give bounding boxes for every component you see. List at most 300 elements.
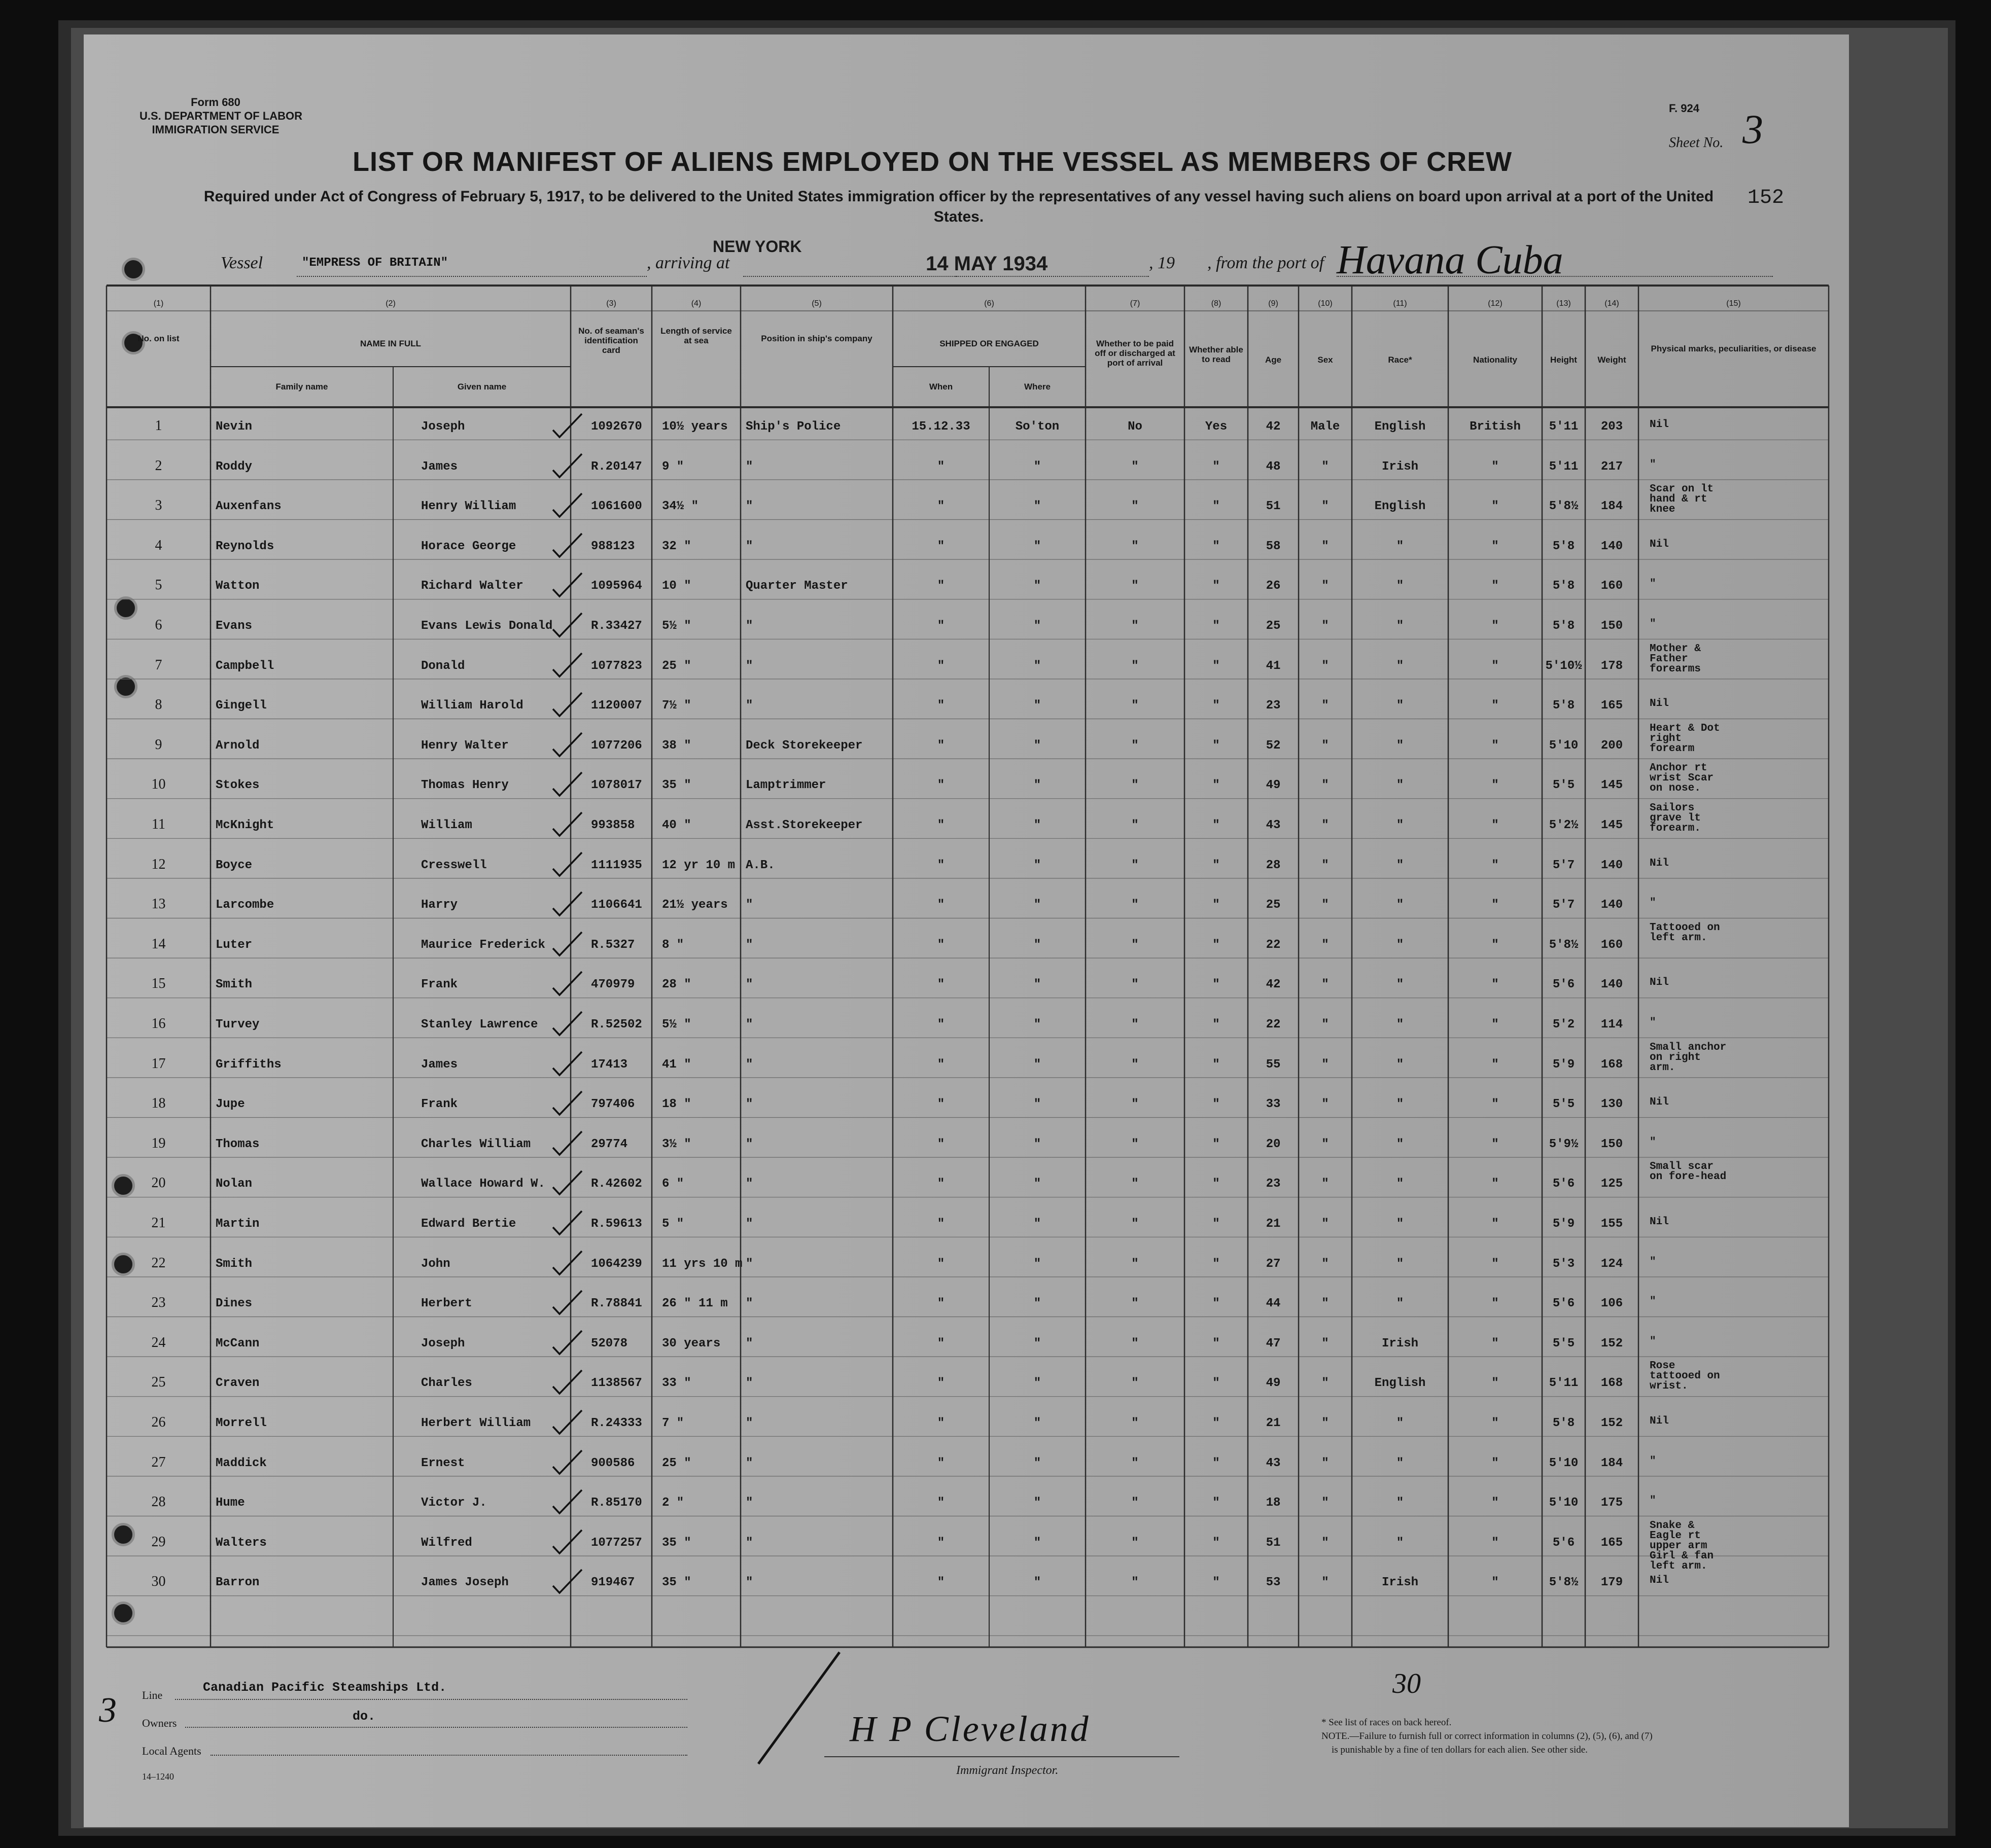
cell-where: " xyxy=(1033,1137,1041,1151)
cell-service: 3½ " xyxy=(662,1137,691,1151)
cell-family: Reynolds xyxy=(216,539,274,553)
cell-paid: " xyxy=(1131,1217,1139,1231)
cell-family: Arnold xyxy=(216,738,260,753)
cell-sex: " xyxy=(1321,1257,1329,1271)
column-number: (11) xyxy=(1393,299,1407,308)
cell-height: 5'8½ xyxy=(1549,1576,1579,1590)
cell-paid: " xyxy=(1131,738,1139,753)
cell-height: 5'10 xyxy=(1549,1496,1579,1510)
check-mark-icon xyxy=(550,490,586,521)
cell-when: " xyxy=(937,1217,945,1231)
cell-nat: " xyxy=(1491,1576,1499,1590)
cell-paid: " xyxy=(1131,539,1139,553)
cell-when: " xyxy=(937,619,945,633)
cell-nat: " xyxy=(1491,1137,1499,1151)
cell-age: 20 xyxy=(1266,1137,1281,1151)
cell-paid: " xyxy=(1131,1496,1139,1510)
page-subtitle: Required under Act of Congress of February 5, 1917, to be delivered to the United States immigration officer by the representatives of any vessel having such aliens on board upon arrival at a port of the United States. xyxy=(203,188,1714,225)
cell-nat: " xyxy=(1491,1336,1499,1351)
cell-position: Deck Storekeeper xyxy=(746,738,863,753)
cell-service: 5 " xyxy=(662,1217,684,1231)
cell-when: " xyxy=(937,659,945,673)
cell-nat: " xyxy=(1491,1018,1499,1032)
check-mark-icon xyxy=(550,769,586,800)
cell-height: 5'5 xyxy=(1552,778,1575,793)
cell-nat: " xyxy=(1491,858,1499,872)
cell-position: " xyxy=(746,898,753,912)
cell-weight: 217 xyxy=(1600,459,1623,474)
cell-weight: 106 xyxy=(1600,1297,1623,1311)
cell-sex: " xyxy=(1321,1336,1329,1351)
cell-when: " xyxy=(937,579,945,593)
cell-where: " xyxy=(1033,1297,1041,1311)
cell-age: 58 xyxy=(1266,539,1281,553)
check-mark-icon xyxy=(550,929,586,959)
cell-card: 900586 xyxy=(591,1456,635,1470)
manifest-page xyxy=(84,34,1849,1827)
cell-position: " xyxy=(746,1257,753,1271)
cell-no: 22 xyxy=(151,1255,166,1271)
cell-family: Evans xyxy=(216,619,253,633)
cell-weight: 130 xyxy=(1600,1097,1623,1112)
cell-marks: Nil xyxy=(1650,538,1669,550)
cell-family: Craven xyxy=(216,1376,260,1391)
cell-age: 55 xyxy=(1266,1057,1281,1072)
cell-when: " xyxy=(937,1456,945,1470)
cell-race: " xyxy=(1396,1416,1404,1430)
agents-underline xyxy=(211,1755,687,1756)
cell-given: Joseph xyxy=(421,1336,465,1351)
cell-card: R.59613 xyxy=(591,1217,642,1231)
cell-where: " xyxy=(1033,1057,1041,1072)
cell-race: " xyxy=(1396,738,1404,753)
cell-when: " xyxy=(937,1137,945,1151)
header-weight: Weight xyxy=(1597,355,1626,365)
cell-marks: Scar on lt hand & rt knee xyxy=(1650,483,1714,516)
cell-nat: " xyxy=(1491,699,1499,713)
cell-service: 41 " xyxy=(662,1057,691,1072)
cell-height: 5'10 xyxy=(1549,738,1579,753)
cell-family: Gingell xyxy=(216,699,267,713)
cell-given: Henry Walter xyxy=(421,738,509,753)
cell-where: " xyxy=(1033,1177,1041,1191)
cell-race: " xyxy=(1396,1177,1404,1191)
cell-read: " xyxy=(1212,738,1220,753)
cell-family: Maddick xyxy=(216,1456,267,1470)
cell-marks: Small scar on fore-head xyxy=(1650,1161,1727,1183)
check-mark-icon xyxy=(550,1407,586,1438)
cell-when: " xyxy=(937,938,945,952)
cell-nat: " xyxy=(1491,1376,1499,1391)
cell-position: " xyxy=(746,500,753,514)
cell-race: " xyxy=(1396,1057,1404,1072)
races-note: * See list of races on back hereof. xyxy=(1321,1717,1452,1728)
cell-no: 13 xyxy=(151,896,166,912)
cell-weight: 155 xyxy=(1600,1217,1623,1231)
cell-age: 44 xyxy=(1266,1297,1281,1311)
header-id-card: No. of seaman's identification card xyxy=(578,326,644,355)
cell-weight: 168 xyxy=(1600,1376,1623,1391)
cell-sex: " xyxy=(1321,699,1329,713)
cell-where: " xyxy=(1033,858,1041,872)
cell-height: 5'7 xyxy=(1552,858,1575,872)
cell-nat: British xyxy=(1470,420,1521,434)
cell-when: " xyxy=(937,858,945,872)
cell-weight: 140 xyxy=(1600,539,1623,553)
cell-nat: " xyxy=(1491,1177,1499,1191)
check-mark-icon xyxy=(550,1328,586,1358)
cell-read: " xyxy=(1212,579,1220,593)
cell-family: Turvey xyxy=(216,1018,260,1032)
cell-service: 40 " xyxy=(662,819,691,832)
cell-where: " xyxy=(1033,1416,1041,1430)
header-physical-marks: Physical marks, peculiarities, or disease xyxy=(1651,344,1817,353)
cell-when: " xyxy=(937,539,945,553)
cell-height: 5'10½ xyxy=(1545,659,1582,673)
cell-sex: " xyxy=(1321,619,1329,633)
cell-given: Cresswell xyxy=(421,858,487,872)
cell-no: 6 xyxy=(155,617,162,633)
cell-height: 5'8½ xyxy=(1549,938,1579,952)
cell-sex: " xyxy=(1321,1496,1329,1510)
header-paid-off: Whether to be paid off or discharged at port of arrival xyxy=(1095,339,1175,368)
cell-nat: " xyxy=(1491,1217,1499,1231)
cell-given: Horace George xyxy=(421,539,516,553)
cell-no: 21 xyxy=(151,1215,166,1231)
cell-when: " xyxy=(937,1097,945,1112)
cell-race: Irish xyxy=(1381,1336,1418,1351)
cell-marks: " xyxy=(1650,1017,1656,1028)
cell-where: " xyxy=(1033,459,1041,474)
cell-height: 5'10 xyxy=(1549,1456,1579,1470)
cell-marks: Nil xyxy=(1650,1216,1669,1228)
column-number: (2) xyxy=(386,299,396,308)
cell-card: 1064239 xyxy=(591,1257,642,1271)
cell-where: " xyxy=(1033,1257,1041,1271)
cell-weight: 165 xyxy=(1600,1536,1623,1550)
date-stamp: 14 MAY 1934 xyxy=(926,253,1048,275)
cell-paid: " xyxy=(1131,1097,1139,1112)
check-mark-icon xyxy=(550,730,586,760)
check-mark-icon xyxy=(550,411,586,441)
cell-where: " xyxy=(1033,659,1041,673)
cell-family: Larcombe xyxy=(216,898,274,912)
cell-no: 30 xyxy=(151,1574,166,1590)
cell-read: " xyxy=(1212,500,1220,514)
cell-where: " xyxy=(1033,579,1041,593)
cell-sex: " xyxy=(1321,1456,1329,1470)
cell-read: " xyxy=(1212,459,1220,474)
arriving-port: NEW YORK xyxy=(713,237,802,256)
cell-service: 7½ " xyxy=(662,699,691,713)
cell-marks: Nil xyxy=(1650,1096,1669,1109)
cell-service: 30 years xyxy=(662,1336,721,1351)
cell-sex: " xyxy=(1321,1137,1329,1151)
check-mark-icon xyxy=(550,690,586,720)
cell-service: 38 " xyxy=(662,738,691,753)
cell-age: 42 xyxy=(1266,420,1281,434)
cell-sex: " xyxy=(1321,1057,1329,1072)
cell-weight: 152 xyxy=(1600,1336,1623,1351)
cell-height: 5'8 xyxy=(1552,1416,1575,1430)
cell-marks: " xyxy=(1650,1495,1656,1507)
cell-where: " xyxy=(1033,938,1041,952)
cell-when: " xyxy=(937,1018,945,1032)
cell-read: " xyxy=(1212,1297,1220,1311)
cell-when: " xyxy=(937,500,945,514)
cell-paid: " xyxy=(1131,778,1139,793)
header-sex: Sex xyxy=(1317,355,1333,365)
year-label: , 19 xyxy=(1149,254,1175,272)
cell-no: 1 xyxy=(155,418,162,434)
cell-when: " xyxy=(937,699,945,713)
header-family-name: Family name xyxy=(275,382,328,392)
cell-sex: " xyxy=(1321,1376,1329,1391)
cell-no: 26 xyxy=(151,1414,166,1430)
cell-age: 33 xyxy=(1266,1097,1281,1112)
cell-position: " xyxy=(746,1536,753,1550)
cell-card: R.24333 xyxy=(591,1416,642,1430)
cell-no: 14 xyxy=(151,936,166,952)
cell-no: 19 xyxy=(151,1135,166,1151)
from-port: Havana Cuba xyxy=(1337,238,1563,282)
cell-position: " xyxy=(746,1177,753,1191)
check-mark-icon xyxy=(550,1487,586,1517)
cell-service: 10 " xyxy=(662,579,691,593)
cell-family: McKnight xyxy=(216,819,274,832)
cell-race: " xyxy=(1396,1257,1404,1271)
cell-weight: 124 xyxy=(1600,1257,1623,1271)
header-able-to-read: Whether able to read xyxy=(1189,345,1243,364)
form-number: Form 680 xyxy=(191,96,240,109)
cell-paid: " xyxy=(1131,1018,1139,1032)
cell-race: " xyxy=(1396,858,1404,872)
cell-race: English xyxy=(1374,500,1426,514)
header-no-on-list: No. on list xyxy=(137,334,180,343)
line-label: Line xyxy=(142,1689,163,1701)
cell-where: So'ton xyxy=(1015,420,1060,434)
cell-position: " xyxy=(746,1496,753,1510)
column-number: (13) xyxy=(1556,299,1571,308)
cell-height: 5'7 xyxy=(1552,898,1575,912)
cell-marks: Nil xyxy=(1650,419,1669,431)
cell-sex: " xyxy=(1321,539,1329,553)
cell-nat: " xyxy=(1491,978,1499,992)
cell-height: 5'8 xyxy=(1552,699,1575,713)
cell-age: 48 xyxy=(1266,459,1281,474)
cell-read: " xyxy=(1212,1057,1220,1072)
cell-service: 25 " xyxy=(662,1456,691,1470)
sheet-number: 3 xyxy=(1742,106,1763,152)
cell-race: " xyxy=(1396,1217,1404,1231)
cell-read: " xyxy=(1212,778,1220,793)
cell-paid: " xyxy=(1131,699,1139,713)
cell-race: " xyxy=(1396,1097,1404,1112)
cell-when: " xyxy=(937,1376,945,1391)
cell-sex: " xyxy=(1321,898,1329,912)
cell-sex: " xyxy=(1321,579,1329,593)
cell-marks: " xyxy=(1650,1455,1656,1467)
header-race: Race* xyxy=(1388,355,1412,365)
cell-family: Auxenfans xyxy=(216,500,282,514)
check-mark-icon xyxy=(550,969,586,999)
cell-family: Barron xyxy=(216,1576,260,1590)
cell-sex: " xyxy=(1321,500,1329,514)
cell-race: English xyxy=(1374,420,1426,434)
penalty-note-line2: is punishable by a fine of ten dollars for each alien. See other side. xyxy=(1332,1745,1588,1755)
cell-paid: " xyxy=(1131,500,1139,514)
cell-service: 35 " xyxy=(662,1576,691,1590)
cell-no: 12 xyxy=(151,856,166,872)
cell-race: English xyxy=(1374,1376,1426,1391)
cell-position: " xyxy=(746,1057,753,1072)
check-mark-icon xyxy=(550,1168,586,1198)
cell-given: Ernest xyxy=(421,1456,465,1470)
cell-given: Joseph xyxy=(421,420,465,434)
cell-service: 12 yr 10 m xyxy=(662,858,736,872)
cell-paid: " xyxy=(1131,1536,1139,1550)
f-number: F. 924 xyxy=(1669,102,1699,115)
cell-read: " xyxy=(1212,1536,1220,1550)
cell-weight: 160 xyxy=(1600,579,1623,593)
cell-marks: Nil xyxy=(1650,1575,1669,1587)
cell-weight: 150 xyxy=(1600,619,1623,633)
cell-read: " xyxy=(1212,1137,1220,1151)
cell-no: 9 xyxy=(155,736,162,753)
cell-marks: Anchor rt wrist Scar on nose. xyxy=(1650,762,1714,795)
vessel-label: Vessel xyxy=(221,254,263,272)
cell-paid: " xyxy=(1131,1257,1139,1271)
cell-age: 21 xyxy=(1266,1217,1281,1231)
cell-age: 43 xyxy=(1266,819,1281,832)
cell-sex: " xyxy=(1321,1177,1329,1191)
cell-no: 27 xyxy=(151,1454,166,1470)
cell-age: 53 xyxy=(1266,1576,1281,1590)
column-number: (12) xyxy=(1488,299,1503,308)
header-where: Where xyxy=(1024,382,1051,392)
sheet-label: Sheet No. xyxy=(1669,135,1724,151)
cell-age: 23 xyxy=(1266,699,1281,713)
cell-read: " xyxy=(1212,1576,1220,1590)
cell-marks: " xyxy=(1650,578,1656,590)
cell-given: William xyxy=(421,819,472,832)
cell-race: " xyxy=(1396,1496,1404,1510)
cell-no: 11 xyxy=(152,816,165,832)
cell-height: 5'3 xyxy=(1552,1257,1575,1271)
cell-given: Maurice Frederick xyxy=(421,938,545,952)
cell-when: " xyxy=(937,1057,945,1072)
signature-line xyxy=(824,1756,1179,1757)
header-given-name: Given name xyxy=(457,382,507,392)
cell-age: 26 xyxy=(1266,579,1281,593)
cell-position: " xyxy=(746,539,753,553)
cell-paid: " xyxy=(1131,1416,1139,1430)
cell-weight: 179 xyxy=(1600,1576,1623,1590)
cell-sex: " xyxy=(1321,1297,1329,1311)
cell-paid: " xyxy=(1131,1576,1139,1590)
cell-card: 1077257 xyxy=(591,1536,642,1550)
vessel-name: "EMPRESS OF BRITAIN" xyxy=(302,256,448,270)
cell-marks: Small anchor on right arm. xyxy=(1650,1041,1727,1074)
check-mark-icon xyxy=(550,1288,586,1318)
cell-service: 35 " xyxy=(662,1536,691,1550)
cell-age: 25 xyxy=(1266,619,1281,633)
column-number: (1) xyxy=(153,299,164,308)
column-number: (6) xyxy=(984,299,994,308)
cell-weight: 168 xyxy=(1600,1057,1623,1072)
cell-service: 18 " xyxy=(662,1097,691,1112)
cell-position: " xyxy=(746,1018,753,1032)
cell-given: Wallace Howard W. xyxy=(421,1177,545,1191)
cell-family: Watton xyxy=(216,579,260,593)
check-mark-icon xyxy=(550,1447,586,1478)
cell-where: " xyxy=(1033,1217,1041,1231)
cell-nat: " xyxy=(1491,539,1499,553)
cell-read: " xyxy=(1212,659,1220,673)
cell-weight: 175 xyxy=(1600,1496,1623,1510)
cell-height: 5'2 xyxy=(1552,1018,1575,1032)
cell-service: 8 " xyxy=(662,938,684,952)
cell-no: 3 xyxy=(155,497,162,514)
cell-age: 43 xyxy=(1266,1456,1281,1470)
cell-weight: 145 xyxy=(1600,778,1623,793)
cell-height: 5'6 xyxy=(1552,1297,1575,1311)
line-value: Canadian Pacific Steamships Ltd. xyxy=(203,1680,447,1695)
cell-service: 34½ " xyxy=(662,500,699,514)
cell-given: Herbert William xyxy=(421,1416,531,1430)
cell-read: " xyxy=(1212,1336,1220,1351)
column-number: (7) xyxy=(1130,299,1140,308)
cell-given: William Harold xyxy=(421,699,523,713)
cell-position: Asst.Storekeeper xyxy=(746,819,863,832)
check-mark-icon xyxy=(550,1009,586,1039)
cell-nat: " xyxy=(1491,819,1499,832)
cell-weight: 203 xyxy=(1600,420,1623,434)
cell-card: 17413 xyxy=(591,1057,628,1072)
cell-height: 5'5 xyxy=(1552,1336,1575,1351)
cell-no: 15 xyxy=(151,976,166,992)
cell-card: R.20147 xyxy=(591,459,642,474)
cell-family: Stokes xyxy=(216,778,260,793)
cell-age: 47 xyxy=(1266,1336,1281,1351)
cell-where: " xyxy=(1033,699,1041,713)
cell-position: " xyxy=(746,1297,753,1311)
cell-when: " xyxy=(937,978,945,992)
cell-given: Herbert xyxy=(421,1297,472,1311)
cell-race: " xyxy=(1396,1297,1404,1311)
cell-nat: " xyxy=(1491,659,1499,673)
cell-given: Stanley Lawrence xyxy=(421,1018,538,1032)
arriving-label: , arriving at xyxy=(647,254,730,272)
cell-card: 1120007 xyxy=(591,699,642,713)
cell-read: " xyxy=(1212,1496,1220,1510)
cell-family: Nolan xyxy=(216,1177,253,1191)
cell-height: 5'8 xyxy=(1552,579,1575,593)
cell-race: " xyxy=(1396,659,1404,673)
cell-service: 11 yrs 10 m xyxy=(662,1257,743,1271)
cell-read: " xyxy=(1212,539,1220,553)
cell-service: 6 " xyxy=(662,1177,684,1191)
cell-no: 17 xyxy=(151,1055,166,1072)
cell-paid: No xyxy=(1128,420,1142,434)
cell-paid: " xyxy=(1131,1456,1139,1470)
cell-service: 5½ " xyxy=(662,619,691,633)
page-title: LIST OR MANIFEST OF ALIENS EMPLOYED ON THE VESSEL AS MEMBERS OF CREW xyxy=(353,147,1513,177)
cell-when: " xyxy=(937,1416,945,1430)
cell-family: Jupe xyxy=(216,1097,245,1112)
cell-family: Walters xyxy=(216,1536,267,1550)
cell-card: 1138567 xyxy=(591,1376,642,1391)
